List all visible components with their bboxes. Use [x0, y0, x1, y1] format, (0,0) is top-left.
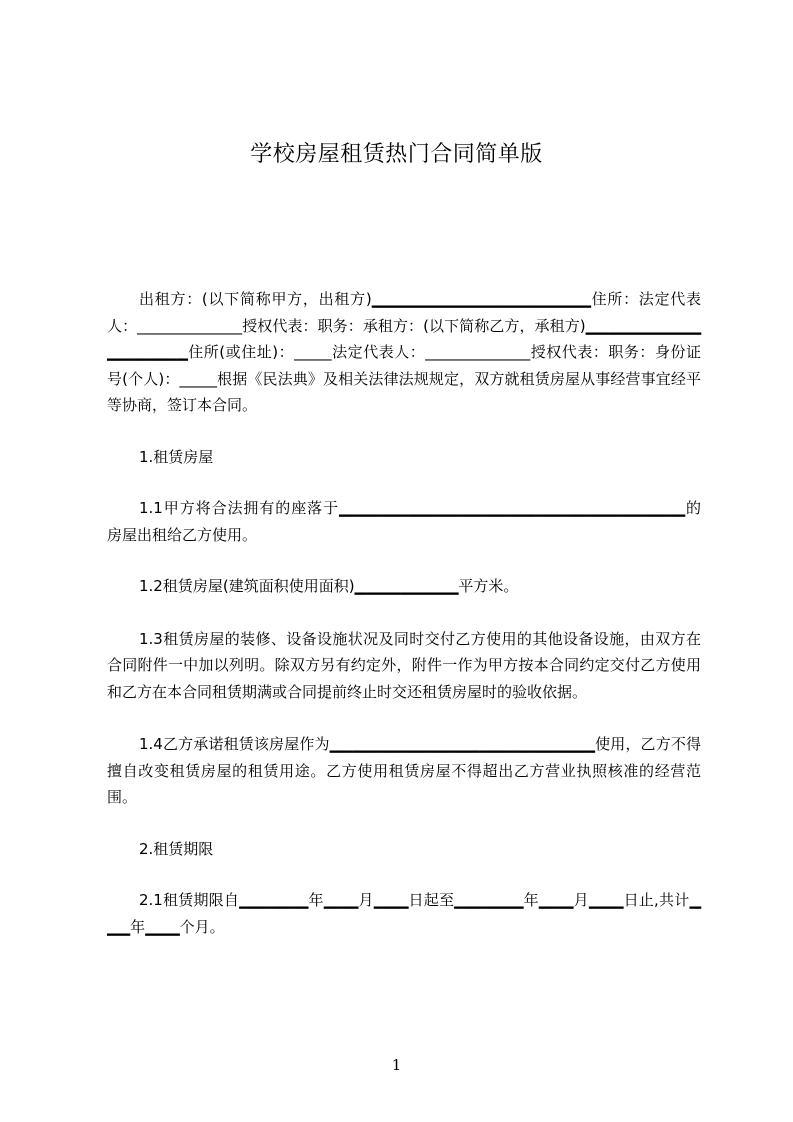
clause-1-1: 1.1甲方将合法拥有的座落于▁▁▁▁▁▁▁▁▁▁▁▁▁▁▁▁▁▁▁▁▁▁▁▁▁▁▁▁▁▁的房屋出租给乙方使用。	[107, 499, 701, 544]
document-body	[107, 286, 701, 940]
clause-2-1: 2.1租赁期限自▁▁▁▁▁▁年▁▁▁月▁▁▁日起至▁▁▁▁▁▁年▁▁▁月▁▁▁日止,共计▁▁▁年▁▁▁个月。	[107, 891, 701, 936]
document-title: 学校房屋租赁热门合同简单版	[250, 142, 543, 167]
page-number: 1	[391, 1056, 402, 1074]
clause-1-2: 1.2租赁房屋(建筑面积使用面积)▁▁▁▁▁▁▁▁▁平方米。	[139, 577, 519, 595]
section-heading-lease-term: 2.租赁期限	[139, 839, 214, 858]
contract-preamble: 出租方：(以下简称甲方，出租方)▁▁▁▁▁▁▁▁▁▁▁▁▁▁▁▁▁▁▁住所：法定代表人：______________授权代表：职务：承租方：(以下简称乙方，承租方)▁▁▁▁▁▁▁▁▁▁▁▁▁▁▁▁▁住所(或住址)：_____法定代表人：______________授权代表：职务：身份证号(个人)：_____根据《民法典》及相关法律法规规定，双方就租赁房屋从事经营事宜经平等协商，签订本合同。	[107, 290, 701, 414]
clause-1-4: 1.4乙方承诺租赁该房屋作为▁▁▁▁▁▁▁▁▁▁▁▁▁▁▁▁▁▁▁▁▁▁▁使用，乙方不得擅自改变租赁房屋的租赁用途。乙方使用租赁房屋不得超出乙方营业执照核准的经营范围。	[107, 735, 701, 806]
clause-1-3: 1.3租赁房屋的装修、设备设施状况及同时交付乙方使用的其他设备设施，由双方在合同附件一中加以列明。除双方另有约定外，附件一作为甲方按本合同约定交付乙方使用和乙方在本合同租赁期满或合同提前终止时交还租赁房屋时的验收依据。	[107, 629, 701, 701]
section-heading-rental-premises: 1.租赁房屋	[139, 447, 214, 466]
